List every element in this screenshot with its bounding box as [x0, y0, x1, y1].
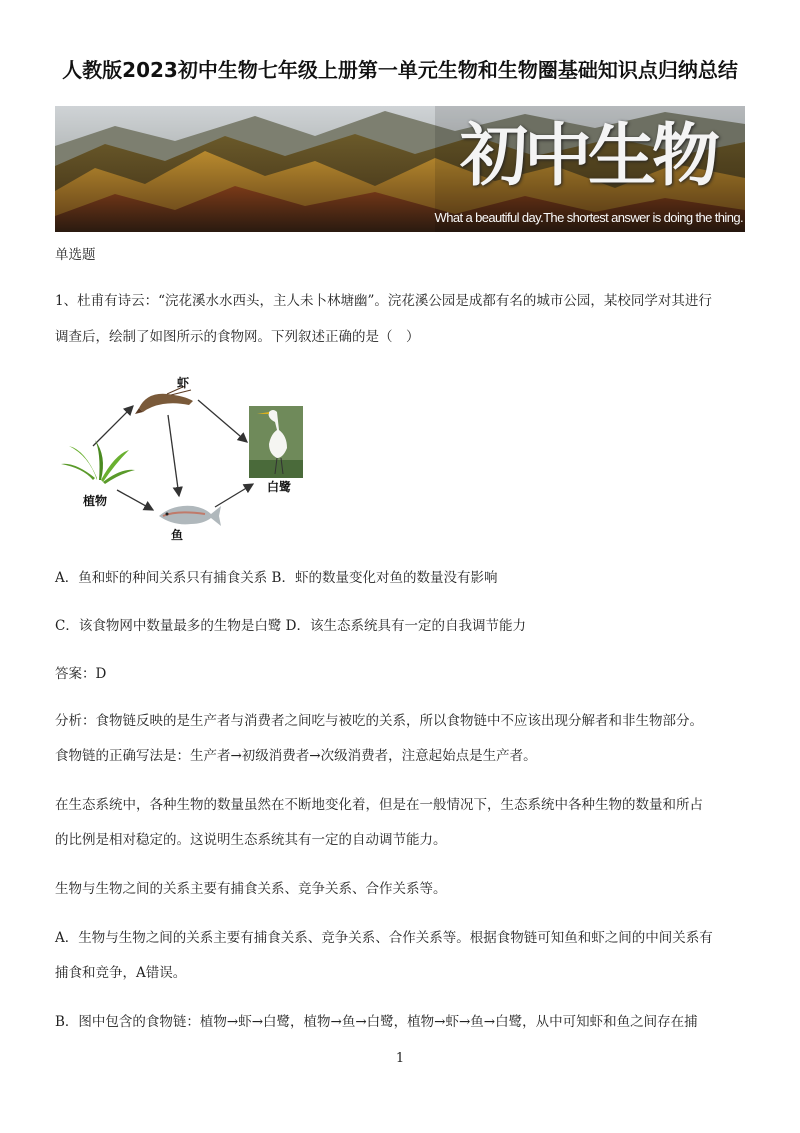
- analysis-p1-line2: 食物链的正确写法是：生产者→初级消费者→次级消费者，注意起始点是生产者。: [55, 748, 537, 764]
- food-web-arrows: [55, 370, 335, 545]
- analysis-p2-line2: 的比例是相对稳定的。这说明生态系统其有一定的自动调节能力。: [55, 832, 447, 848]
- analysis-p3: 生物与生物之间的关系主要有捕食关系、竞争关系、合作关系等。: [55, 881, 447, 897]
- plant-icon: [61, 440, 135, 484]
- answer-text: 答案：D: [55, 666, 107, 682]
- analysis-b-line1: B．图中包含的食物链：植物→虾→白鹭，植物→鱼→白鹭，植物→虾→鱼→白鹭，从中可知虾和鱼之间存在捕: [55, 1014, 698, 1030]
- arrow-shrimp-to-fish: [168, 415, 179, 496]
- arrow-fish-to-egret: [215, 484, 253, 507]
- arrow-shrimp-to-egret: [198, 400, 247, 442]
- analysis-p1-line1: 分析：食物链反映的是生产者与消费者之间吃与被吃的关系，所以食物链中不应该出现分解者和非生物部分。: [55, 713, 703, 729]
- options-row-cd: C．该食物网中数量最多的生物是白鹭 D．该生态系统具有一定的自我调节能力: [55, 618, 526, 634]
- analysis-a-line2: 捕食和竞争，A错误。: [55, 965, 187, 981]
- question-text-line-1: 1、杜甫有诗云：“浣花溪水水西头，主人未卜林塘幽”。浣花溪公园是成都有名的城市公园，某校同学对其进行: [55, 293, 712, 309]
- header-banner-image: [55, 106, 745, 232]
- question-text-line-2: 调查后，绘制了如图所示的食物网。下列叙述正确的是（ ）: [55, 329, 420, 345]
- label-fish: 鱼: [171, 528, 184, 542]
- page-number: 1: [395, 1051, 405, 1066]
- egret-icon: [249, 406, 303, 478]
- fish-icon: [159, 506, 221, 526]
- label-egret: 白鹭: [267, 480, 292, 494]
- arrow-plant-to-fish: [117, 490, 153, 510]
- banner-calligraphy-text: 初中生物: [460, 116, 717, 196]
- section-heading: 单选题: [55, 247, 96, 263]
- analysis-p2-line1: 在生态系统中，各种生物的数量虽然在不断地变化着，但是在一般情况下，生态系统中各种生物的数量和所占: [55, 797, 703, 813]
- label-shrimp: 虾: [177, 376, 190, 390]
- banner-motto-text: What a beautiful day.The shortest answer is doing the thing.: [434, 210, 743, 225]
- food-web-diagram: [55, 370, 335, 545]
- document-title: 人教版2023初中生物七年级上册第一单元生物和生物圈基础知识点归纳总结: [62, 58, 738, 82]
- arrow-plant-to-shrimp: [93, 406, 133, 446]
- analysis-a-line1: A．生物与生物之间的关系主要有捕食关系、竞争关系、合作关系等。根据食物链可知鱼和虾之间的中间关系有: [55, 930, 713, 946]
- options-row-ab: A．鱼和虾的种间关系只有捕食关系 B．虾的数量变化对鱼的数量没有影响: [55, 570, 498, 586]
- label-plant: 植物: [83, 494, 108, 508]
